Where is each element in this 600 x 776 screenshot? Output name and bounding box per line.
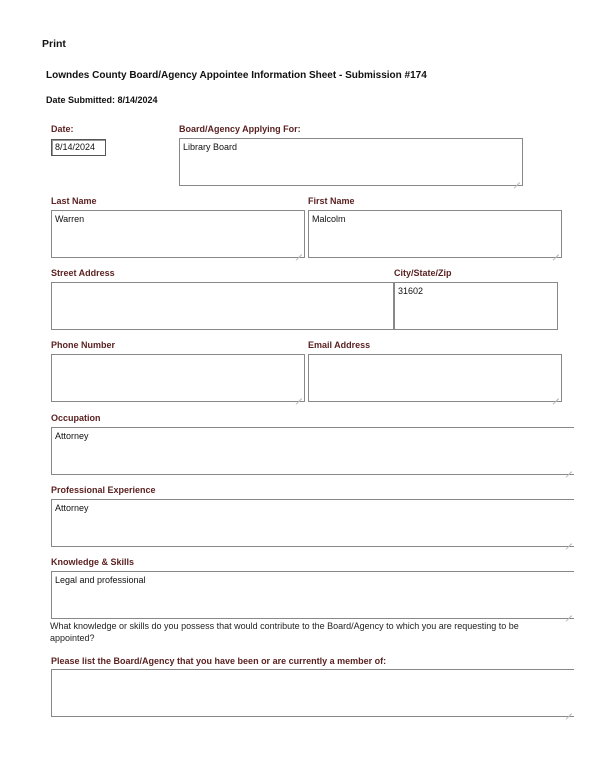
occupation-value: Attorney: [55, 431, 89, 441]
city-state-zip-label: City/State/Zip: [394, 268, 452, 278]
board-field[interactable]: [179, 138, 523, 186]
resize-grip-icon[interactable]: [566, 466, 572, 472]
page-title: Lowndes County Board/Agency Appointee Information Sheet - Submission #174: [46, 70, 427, 81]
email-label: Email Address: [308, 340, 371, 350]
last-name-value: Warren: [55, 214, 85, 224]
first-name-label: First Name: [308, 196, 355, 206]
resize-grip-icon[interactable]: [553, 249, 559, 255]
phone-label: Phone Number: [51, 340, 116, 350]
resize-grip-icon[interactable]: [566, 708, 572, 714]
knowledge-label: Knowledge & Skills: [51, 557, 135, 567]
experience-field[interactable]: [51, 499, 574, 547]
street-address-label: Street Address: [51, 268, 115, 278]
city-state-zip-value: 31602: [398, 286, 424, 296]
knowledge-value: Legal and professional: [55, 575, 146, 585]
resize-grip-icon[interactable]: [296, 393, 302, 399]
boards-member-label: Please list the Board/Agency that you have been or are currently a member of:: [51, 656, 387, 666]
print-link[interactable]: Print: [42, 38, 66, 50]
board-label: Board/Agency Applying For:: [179, 124, 301, 134]
phone-field[interactable]: [51, 354, 305, 402]
street-address-field[interactable]: [51, 282, 394, 330]
occupation-field[interactable]: [51, 427, 574, 475]
knowledge-help-text: What knowledge or skills do you possess that would contribute to the Board/Agency to which you are requesting to be appointed?: [50, 621, 519, 643]
date-submitted: Date Submitted: 8/14/2024: [46, 95, 158, 105]
city-state-zip-field[interactable]: [394, 282, 558, 330]
date-label: Date:: [51, 124, 74, 134]
last-name-field[interactable]: [51, 210, 305, 258]
first-name-field[interactable]: [308, 210, 562, 258]
resize-grip-icon[interactable]: [553, 393, 559, 399]
resize-grip-icon[interactable]: [514, 177, 520, 183]
experience-label: Professional Experience: [51, 485, 156, 495]
experience-value: Attorney: [55, 503, 89, 513]
resize-grip-icon[interactable]: [566, 610, 572, 616]
board-value: Library Board: [183, 142, 238, 152]
occupation-label: Occupation: [51, 413, 101, 423]
first-name-value: Malcolm: [312, 214, 346, 224]
resize-grip-icon[interactable]: [566, 538, 572, 544]
knowledge-field[interactable]: [51, 571, 574, 619]
date-field[interactable]: 8/14/2024: [51, 139, 106, 156]
last-name-label: Last Name: [51, 196, 97, 206]
boards-member-field[interactable]: [51, 669, 574, 717]
resize-grip-icon[interactable]: [296, 249, 302, 255]
email-field[interactable]: [308, 354, 562, 402]
